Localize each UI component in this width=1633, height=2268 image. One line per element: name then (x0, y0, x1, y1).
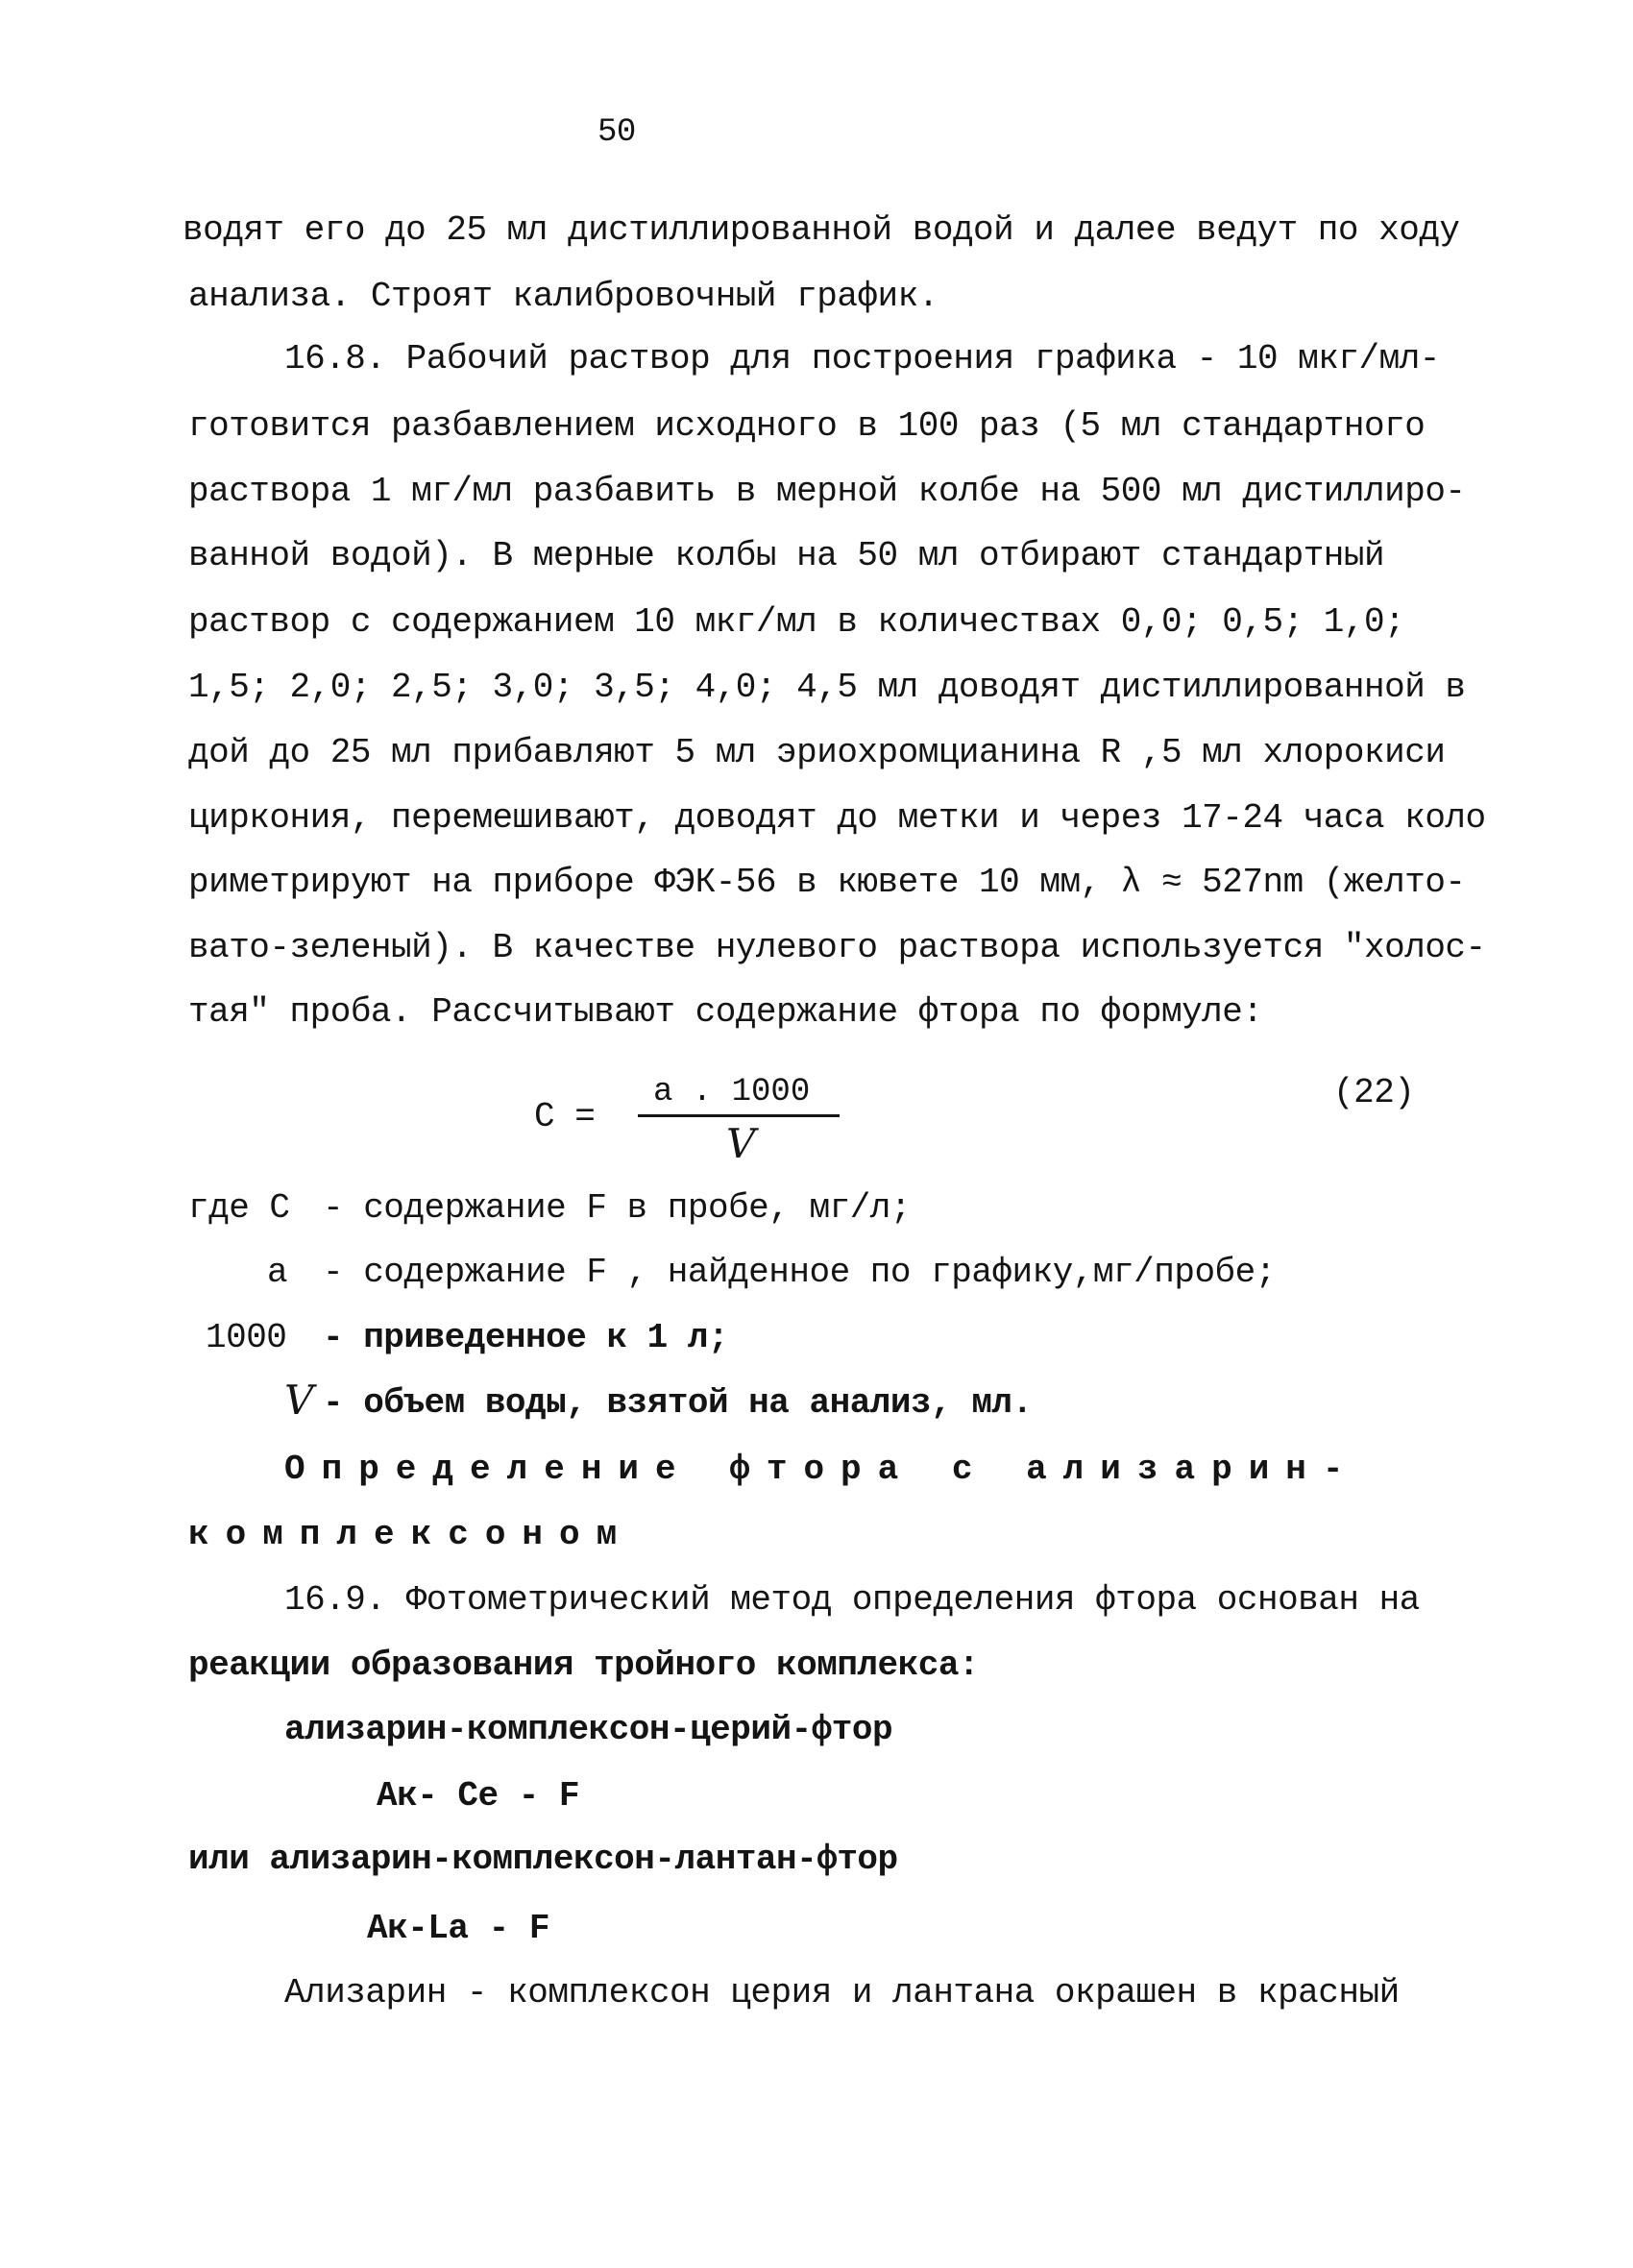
section-heading-line-2: комплексоном (188, 1515, 634, 1554)
formula-denominator: V (726, 1120, 756, 1167)
paragraph-2-line-7: дой до 25 мл прибавляют 5 мл эриохромцианина R ,5 мл хлорокиси (188, 733, 1446, 772)
legend-term-c: где C (188, 1188, 290, 1228)
paragraph-2-line-10: вато-зеленый). В качестве нулевого раствора используется "холос- (188, 928, 1486, 967)
section-heading-line-1: Определение фтора с ализарин- (284, 1450, 1360, 1489)
paragraph-3-line-2: реакции образования тройного комплекса: (188, 1646, 980, 1685)
legend-term-1000: 1000 (206, 1318, 287, 1357)
paragraph-2-line-4: ванной водой). В мерные колбы на 50 мл отбирают стандартный (188, 536, 1385, 575)
paragraph-2-line-1: 16.8. Рабочий раствор для построения графика - 10 мкг/мл- (284, 339, 1440, 378)
paragraph-2-line-9: риметрируют на приборе ФЭК-56 в кювете 10 мм, λ ≈ 527nm (желто- (188, 863, 1466, 902)
formula-number: (22) (1333, 1073, 1415, 1112)
legend-desc-a: - содержание F , найденное по графику,мг/пробе; (323, 1253, 1276, 1292)
paragraph-2-line-2: готовится разбавлением исходного в 100 раз (5 мл стандартного (188, 406, 1426, 446)
legend-desc-c: - содержание F в пробе, мг/л; (323, 1188, 912, 1228)
paragraph-2-line-5: раствор с содержанием 10 мкг/мл в количествах 0,0; 0,5; 1,0; (188, 602, 1405, 642)
paragraph-2-line-3: раствора 1 мг/мл разбавить в мерной колбе на 500 мл дистиллиро- (188, 472, 1466, 511)
formula-fraction-bar (638, 1114, 840, 1117)
legend-term-v: V (284, 1377, 313, 1424)
complex-2-formula: Aк-La - F (367, 1909, 549, 1948)
page-number: 50 (597, 114, 636, 151)
complex-1-name: ализарин-комплексон-церий-фтор (284, 1710, 893, 1749)
paragraph-2-line-8: циркония, перемешивают, доводят до метки и через 17-24 часа коло (188, 798, 1486, 838)
paragraph-3-line-1: 16.9. Фотометрический метод определения фтора основан на (284, 1580, 1420, 1620)
paragraph-1-line-1: водят его до 25 мл дистиллированной водой и далее ведут по ходу (183, 210, 1460, 250)
last-line: Ализарин - комплексон церия и лантана окрашен в красный (284, 1973, 1400, 2012)
legend-term-a: a (267, 1253, 288, 1292)
paragraph-1-line-2: анализа. Строят калибровочный график. (188, 277, 938, 316)
complex-1-formula: Aк- Ce - F (377, 1776, 580, 1816)
paragraph-2-line-6: 1,5; 2,0; 2,5; 3,0; 3,5; 4,0; 4,5 мл доводят дистиллированной в (188, 668, 1466, 707)
complex-2-name: или ализарин-комплексон-лантан-фтор (188, 1840, 898, 1879)
legend-desc-v: - объем воды, взятой на анализ, мл. (323, 1383, 1033, 1423)
formula-numerator: a . 1000 (653, 1074, 811, 1110)
legend-desc-1000: - приведенное к 1 л; (323, 1318, 729, 1357)
paragraph-2-line-11: тая" проба. Рассчитывают содержание фтора по формуле: (188, 992, 1263, 1032)
formula-lhs: C = (534, 1097, 596, 1136)
